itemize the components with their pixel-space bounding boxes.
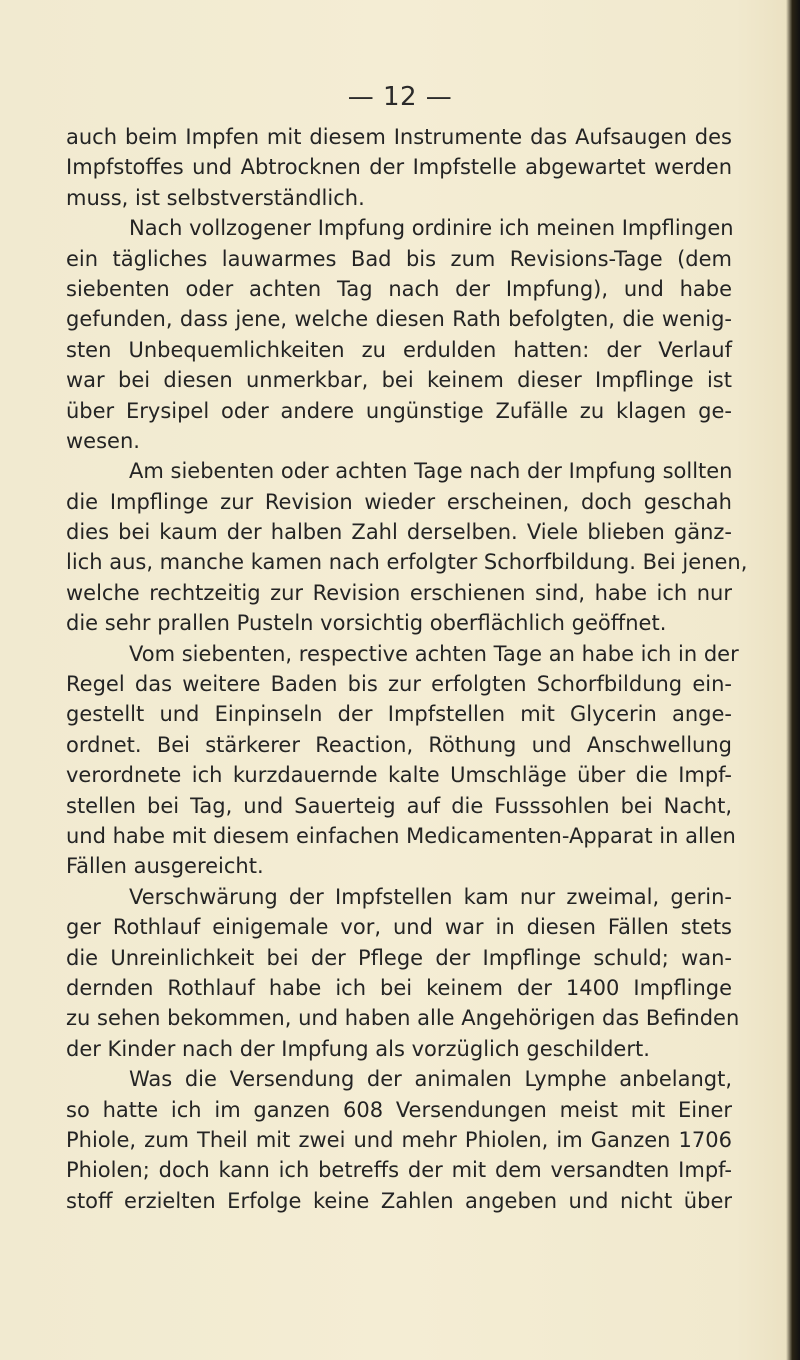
- text-line: Fällen ausgereicht.: [66, 854, 264, 879]
- text-line: Phiolen; doch kann ich betreffs der mit dem versandten Impf-: [66, 1158, 732, 1183]
- text-line: die Unreinlichkeit bei der Pflege der Impflinge schuld; wan-: [66, 945, 732, 970]
- text-line: stoff erzielten Erfolge keine Zahlen angeben und nicht über: [66, 1188, 732, 1213]
- text-line: war bei diesen unmerkbar, bei keinem dieser Impflinge ist: [66, 368, 732, 393]
- text-line: Phiole, zum Theil mit zwei und mehr Phiolen, im Ganzen 1706: [66, 1127, 732, 1152]
- text-line: Nach vollzogener Impfung ordinire ich meinen Impflingen: [129, 216, 734, 241]
- text-line: lich aus, manche kamen nach erfolgter Schorfbildung. Bei jenen,: [66, 550, 748, 575]
- text-line: verordnete ich kurzdauernde kalte Umschläge über die Impf-: [66, 763, 732, 788]
- text-line: die Impflinge zur Revision wieder erscheinen, doch geschah: [66, 489, 732, 514]
- body-text: [66, 122, 748, 1216]
- text-line: Impfstoffes und Abtrocknen der Impfstelle abgewartet werden: [66, 155, 732, 180]
- text-line: ordnet. Bei stärkerer Reaction, Röthung und Anschwellung: [66, 732, 732, 757]
- text-line: so hatte ich im ganzen 608 Versendungen meist mit Einer: [66, 1097, 732, 1122]
- text-line: ein tägliches lauwarmes Bad bis zum Revisions-Tage (dem: [66, 246, 732, 271]
- page-number: — 12 —: [347, 82, 453, 112]
- text-line: wesen.: [66, 428, 140, 453]
- text-line: gefunden, dass jene, welche diesen Rath befolgten, die wenig-: [66, 307, 732, 332]
- text-line: dies bei kaum der halben Zahl derselben. Viele blieben gänz-: [66, 520, 732, 545]
- text-line: welche rechtzeitig zur Revision erschienen sind, habe ich nur: [66, 580, 732, 605]
- text-line: siebenten oder achten Tag nach der Impfung), und habe: [66, 276, 732, 301]
- text-line: der Kinder nach der Impfung als vorzüglich geschildert.: [66, 1036, 650, 1061]
- page-edge-shadow: [786, 0, 800, 1360]
- text-line: Vom siebenten, respective achten Tage an habe ich in der: [129, 641, 739, 666]
- text-line: zu sehen bekommen, und haben alle Angehörigen das Befinden: [66, 1006, 740, 1031]
- text-line: stellen bei Tag, und Sauerteig auf die Fusssohlen bei Nacht,: [66, 793, 732, 818]
- text-line: die sehr prallen Pusteln vorsichtig oberflächlich geöffnet.: [66, 611, 667, 636]
- text-line: Was die Versendung der animalen Lymphe anbelangt,: [129, 1067, 732, 1092]
- text-line: sten Unbequemlichkeiten zu erdulden hatten: der Verlauf: [66, 337, 732, 362]
- text-line: ger Rothlauf einigemale vor, und war in diesen Fällen stets: [66, 915, 732, 940]
- text-line: und habe mit diesem einfachen Medicamenten-Apparat in allen: [66, 823, 736, 848]
- text-line: Am siebenten oder achten Tage nach der Impfung sollten: [129, 459, 733, 484]
- text-line: auch beim Impfen mit diesem Instrumente das Aufsaugen des: [66, 125, 732, 149]
- text-line: über Erysipel oder andere ungünstige Zufälle zu klagen ge-: [66, 398, 732, 423]
- text-line: gestellt und Einpinseln der Impfstellen mit Glycerin ange-: [66, 702, 732, 727]
- text-line: Verschwärung der Impfstellen kam nur zweimal, gerin-: [129, 884, 732, 909]
- text-line: muss, ist selbstverständlich.: [66, 185, 365, 210]
- text-line: Regel das weitere Baden bis zur erfolgten Schorfbildung ein-: [66, 672, 732, 697]
- text-line: dernden Rothlauf habe ich bei keinem der 1400 Impflinge: [66, 975, 732, 1000]
